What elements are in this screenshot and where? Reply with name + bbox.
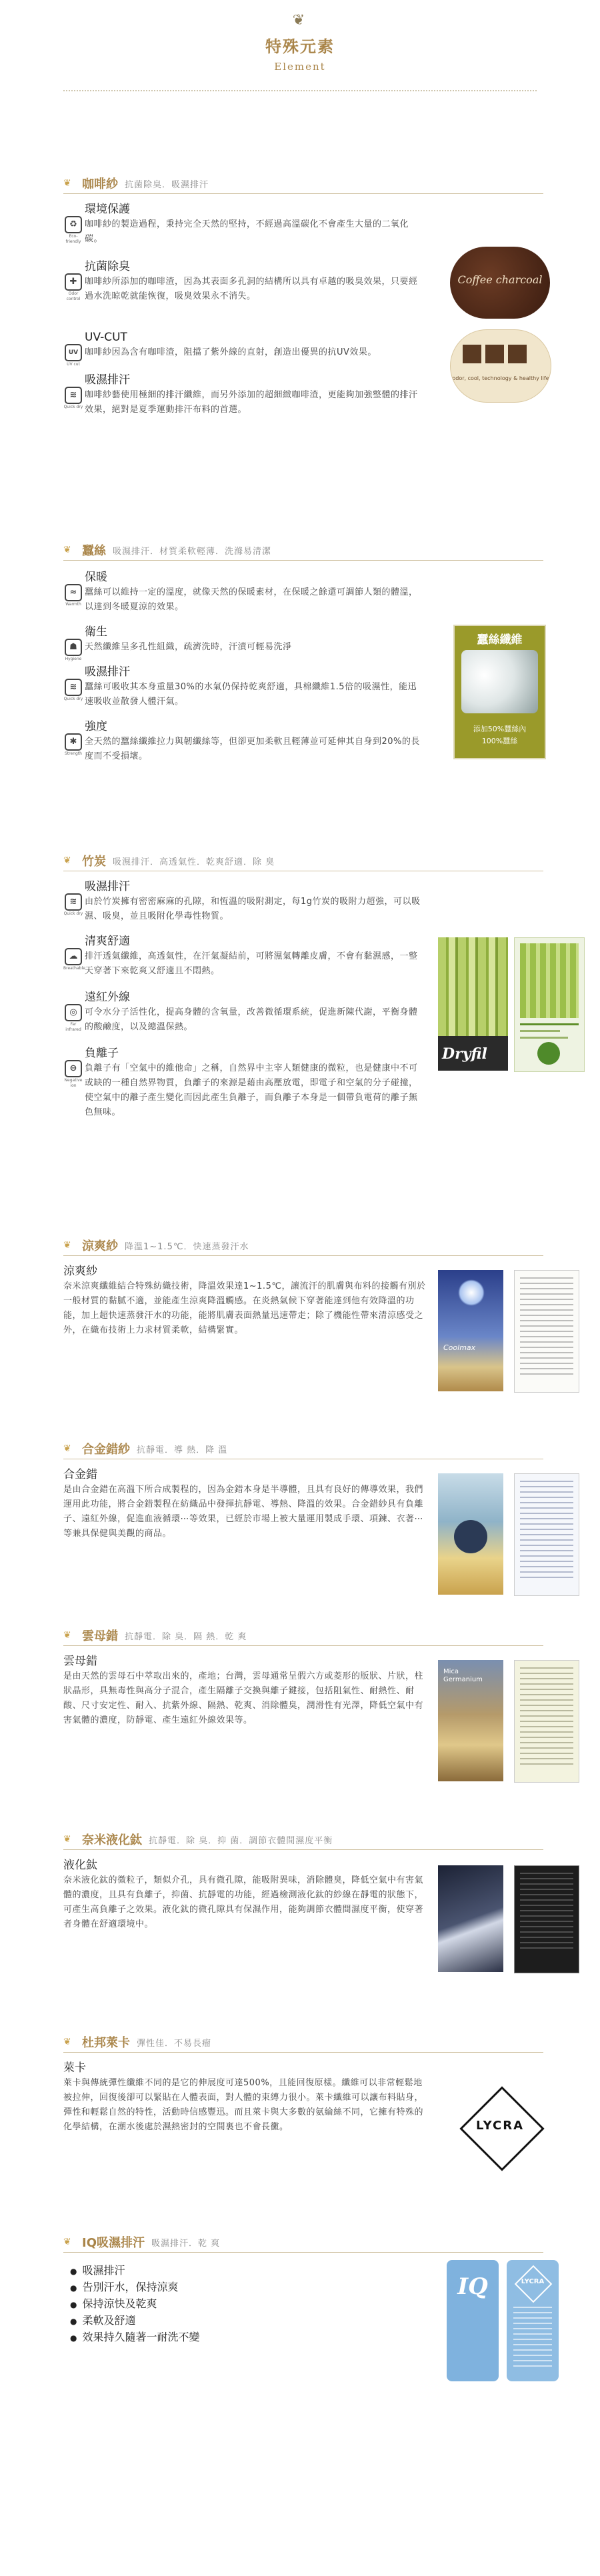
feature-text: 萊卡與傳統彈性纖維不同的是它的伸展度可達500%，且能回復原樣。纖維可以非常輕鬆地被拉伸，回復後卻可以緊貼在人體表面，對人體的束縛力很小。萊卡纖維可以讓布料貼身，彈性和輕鬆自然的特性，活動時信感豐迅。而且萊卡與大多數的氨綸絲不同，它擁有特殊的化學結構，在潮水後處於濕熱密封的空間裏也不會長黴。 [63,2078,424,2132]
feature-text: 負離子有「空氣中的維他命」之稱，自然界中主宰人類健康的微粒，也是健康中不可或缺的一種自然界物質，負離子的來源是藉由高壓放電，即電子和空氣的分子碰撞，使空氣中的離子產生變化而因此產生負離子，而負離子本身是一個帶負電荷的離子無色無味。 [85,1063,418,1117]
section-title: 咖啡紗 [82,177,118,191]
image-caption: Mica Germanium [443,1668,483,1683]
feature-title: 保暖 [85,571,107,584]
feature-list [70,2263,200,2346]
quick-dry-icon: ≋ [65,893,82,911]
section-divider [63,2252,543,2253]
section-title: 合金錯紗 [82,1443,130,1457]
leaf-ornament-icon: ❦ [63,1630,71,1641]
feature-title: UV-CUT [85,331,127,344]
feature-text: 全天然的蠶絲纖維拉力與韌纖絲等，但卻更加柔軟且輕薄並可延伸其自身到20%的長度而不受損壞。 [85,737,420,761]
feature-text: 蠶絲可吸收其本身重量30%的水氣仍保持乾爽舒適，具棉纖維1.5倍的吸濕性，能迅速吸收並散發人體汗氣。 [85,682,417,707]
feature-title: 吸濕排汗 [85,880,130,893]
silk-fiber-image [453,625,546,759]
section-subtitle: 吸濕排汗．乾 爽 [151,2238,221,2249]
icon-caption: Strength [65,751,82,756]
leaf-ornament-icon: ❦ [63,2237,71,2247]
lycra-logo [453,2080,547,2173]
section-subtitle: 降溫1~1.5℃．快速蒸發汗水 [125,1241,249,1252]
section-title: 涼爽紗 [82,1239,118,1253]
section-lycra [63,2033,570,2133]
section-subtitle: 抗靜電．除 臭．抑 菌．調節衣體間濕度平衡 [149,1835,333,1846]
icon-caption: UV cut [67,362,80,367]
section-divider [63,1849,543,1850]
feature-title: 負離子 [85,1047,119,1060]
mica-hangtag-image [514,1660,579,1783]
mica-image [438,1660,503,1781]
section-title: 蠶絲 [82,544,106,558]
feature-title: 衛生 [85,625,107,639]
icon-caption: Breathable [63,966,85,971]
cool-yarn-hangtag-image [514,1270,579,1393]
quick-dry-icon: ≋ [65,679,82,696]
feature-text: 天然纖維呈多孔性組織，疏濟洗時，汗漬可輕易洗淨 [85,642,292,652]
section-mica [63,1627,570,1725]
feature-text: 咖啡紗所添加的咖啡渣，因為其表面多孔洞的結構所以具有卓越的吸臭效果，只要經過水洗晾乾就能恢復，吸臭效果永不消失。 [85,277,418,301]
quick-dry-icon: ≋ [65,387,82,404]
section-title: 竹炭 [82,855,106,869]
cool-yarn-image [438,1270,503,1391]
coffee-benefits-image [450,329,551,403]
benefit-tile [485,345,504,363]
feature-text: 奈米涼爽纖維結合特殊紡織技術，降溫效果達1~1.5℃，讓流汗的肌膚與布料的接觸有別於一般材質的黏膩不適，並能產生涼爽降溫觸感。在炎熱氣候下穿著能達到他有效降溫的功能，加上超快速蒸發汗水的功能，能將肌膚表面熱量迅速帶走；除了機能性帶來清涼感受之外，在織布技術上力求材質柔軟，結構緊實。 [63,1281,426,1335]
ornament-icon: ❦ [292,12,308,29]
section-subtitle: 彈性佳．不易長瘤 [137,2038,212,2049]
section-title: IQ吸濕排汗 [82,2236,145,2250]
list-item: ● 保持涼快及乾爽 [70,2296,200,2313]
feature-title: 液化鈦 [63,1859,97,1872]
hygiene-icon: ☗ [65,639,82,656]
comfort-icon: ☁ [65,948,82,965]
dryfil-logo: Dryfil [442,1045,487,1063]
list-item: ● 柔軟及舒適 [70,2313,200,2329]
feature-title: 環境保護 [85,203,130,216]
section-divider [63,1645,543,1646]
list-item: ● 效果持久隨著一耐洗不變 [70,2329,200,2346]
feature-title: 涼爽紗 [63,1265,97,1278]
feature-text: 咖啡紗的製造過程，秉持完全天然的堅持，不經過高溫碳化不會產生大量的二氧化碳。 [85,219,409,244]
section-subtitle: 抗靜電．導 熱．降 溫 [137,1445,228,1455]
icon-caption: Far infrared [65,1022,81,1032]
feature-text: 是由合金錯在高溫下所合成製程的，因為金錯本身是半導體，且具有良好的傳導效果，我們運用此功能，將合金錯製程在紡織品中發揮抗靜電、導熱、降溫的效果。合金錯紗具有負離子、遠紅外線，促進血液循環⋯等效果，已經於市場上被大量運用製成手環、項鍊、衣著⋯等兼具保健與美觀的商品。 [63,1485,424,1539]
icon-caption: Eco-friendly [65,234,81,244]
icon-caption: Quick dry [63,405,83,409]
feature-text: 咖啡紗因為含有咖啡渣，阻擋了紫外線的直射，創造出優異的抗UV效果。 [85,347,377,357]
coffee-charcoal-image [450,247,550,319]
list-item: ● 吸濕排汗 [70,2263,200,2279]
page-header [0,12,600,73]
feature-text: 奈米液化鈦的微粒子，類似介孔，具有微孔隙，能吸附異味，消除體臭，降低空氣中有害氣體的濃度，且具有負離子，抑菌、抗靜電的功能，經過檢測液化鈦的紗線在靜電的狀態下，可產生高負離子之效果。液化鈦的微孔隙具有保濕作用，能夠調節衣體間濕度平衡，使穿著者身體在舒適環境中。 [63,1875,424,1929]
image-caption: Coffee charcoal [457,273,543,286]
strength-icon: ✱ [65,733,82,751]
icon-caption: Hygiene [65,657,82,661]
header-divider [63,90,537,91]
section-bamboo [63,852,570,1117]
image-caption: 蠶絲纖維 [477,633,523,647]
alloy-germanium-hangtag-image [514,1473,579,1596]
image-caption: 100%蠶絲 [481,737,518,745]
feature-title: 清爽舒適 [85,935,130,948]
feature-text: 排汗透氣纖維，高透氣性，在汗氣凝結前，可將濕氣轉離皮膚，不會有黏濕感，一整天穿著下來乾爽又舒適且不悶熱。 [85,951,418,976]
section-subtitle: 抗靜電．除 臭．隔 熱．乾 爽 [125,1631,247,1642]
image-caption: odor, cool, technology & healthy life [452,375,549,381]
nano-titanium-image [438,1865,503,1972]
section-title: 雲母錯 [82,1629,118,1643]
leaf-ornament-icon: ❦ [63,545,71,555]
image-caption: 添加50%蠶絲內 [473,725,527,733]
leaf-ornament-icon: ❦ [63,1834,71,1845]
page-subtitle: Element [274,61,326,73]
feature-title: 遠紅外線 [85,991,130,1004]
benefit-tile [508,345,527,363]
section-divider [63,1255,543,1256]
icon-caption: Quick dry [63,911,83,916]
benefit-tile [463,345,481,363]
warmth-icon: ≈ [65,584,82,601]
bamboo-hangtag-image [514,937,585,1072]
section-divider [63,560,543,561]
feature-text: 咖啡紗藝使用極細的排汗纖維，而另外添加的超細緻咖啡渣，更能夠加強整體的排汗效果，絕對是夏季運動排汗布料的首選。 [85,390,418,415]
feature-text: 是由天然的雲母石中萃取出來的，產地；台灣，雲母通常呈假六方或菱形的版狀、片狀，柱狀晶形，具無毒性與高分子混合，產生隔離子交換與離子鍵接，包括阻氣性、耐熱性、耐酸、尺寸安定性、耐入、抗紫外線、隔熱、乾爽、消除體臭，潤滑性有光澤，降低空氣中有害氣體的濃度，防靜電、產生遠紅外線效果等。 [63,1671,424,1725]
iq-logo: IQ [457,2273,488,2300]
odor-control-icon: ✚ [65,273,82,291]
negative-ion-icon: ⊖ [65,1060,82,1077]
leaf-ornament-icon: ❦ [63,178,71,189]
section-divider [63,2052,543,2053]
icon-caption: Negative ion [64,1078,83,1088]
section-title: 杜邦萊卡 [82,2036,130,2050]
section-iq [63,2233,570,2343]
iq-lycra-hangtag-image [507,2260,559,2381]
bamboo-image [438,937,508,1071]
section-subtitle: 抗菌除臭．吸濕排汗 [125,179,209,190]
nano-titanium-hangtag-image [514,1865,579,1973]
iq-hangtag-image [447,2260,499,2381]
section-alloy-germanium [63,1440,570,1539]
leaf-ornament-icon: ❦ [63,2037,71,2047]
leaf-ornament-icon: ❦ [63,1443,71,1454]
feature-title: 萊卡 [63,2061,86,2075]
section-divider [63,193,543,194]
section-nano-titanium [63,1831,570,1929]
feature-text: 由於竹炭擁有密密麻麻的孔隙，和恆溫的吸附測定，每1g竹炭的吸附力超強，可以吸濕、吸臭，並且吸附化學毒性物質。 [85,897,421,921]
feature-title: 吸濕排汗 [85,665,130,679]
lycra-wordmark: LYCRA [475,2119,525,2133]
section-cool-yarn [63,1237,570,1352]
silk-cocoon-graphic [461,650,538,713]
alloy-germanium-image [438,1473,503,1595]
leaf-ornament-icon: ❦ [63,1240,71,1251]
feature-text: 蠶絲可以維持一定的溫度，就像天然的保暖素材，在保暖之餘還可調節人類的體溫，以達到冬暖夏涼的效果。 [85,587,418,612]
eco-friendly-icon: ♻ [65,216,82,233]
list-item: ● 告別汗水，保持涼爽 [70,2279,200,2296]
icon-caption: Quick dry [63,697,83,701]
section-title: 奈米液化鈦 [82,1833,142,1847]
feature-title: 吸濕排汗 [85,373,130,387]
image-caption: Coolmax [443,1343,476,1352]
section-subtitle: 吸濕排汗．材質柔軟輕薄．洗滌易清潔 [113,546,272,557]
page-title: 特殊元素 [265,37,335,56]
lycra-wordmark: LYCRA [521,2278,545,2285]
icon-caption: Odor control [66,291,81,301]
section-silk [63,541,570,761]
section-coffee [63,175,570,415]
far-infrared-icon: ◎ [65,1004,82,1021]
feature-title: 合金錯 [63,1468,97,1481]
feature-text: 可令水分子活性化，提高身體的含氧量，改善微循環系統，促進新陳代謝，平衡身體的酸鹼度，以及總溫保熱。 [85,1007,418,1032]
icon-caption: Warmth [65,602,81,607]
section-subtitle: 吸濕排汗．高透氣性．乾爽舒適．除 臭 [113,857,275,867]
feature-title: 強度 [85,720,107,733]
feature-title: 抗菌除臭 [85,260,130,273]
feature-title: 雲母錯 [63,1655,97,1668]
uv-protection-icon: UV [65,344,82,361]
leaf-ornament-icon: ❦ [63,855,71,866]
